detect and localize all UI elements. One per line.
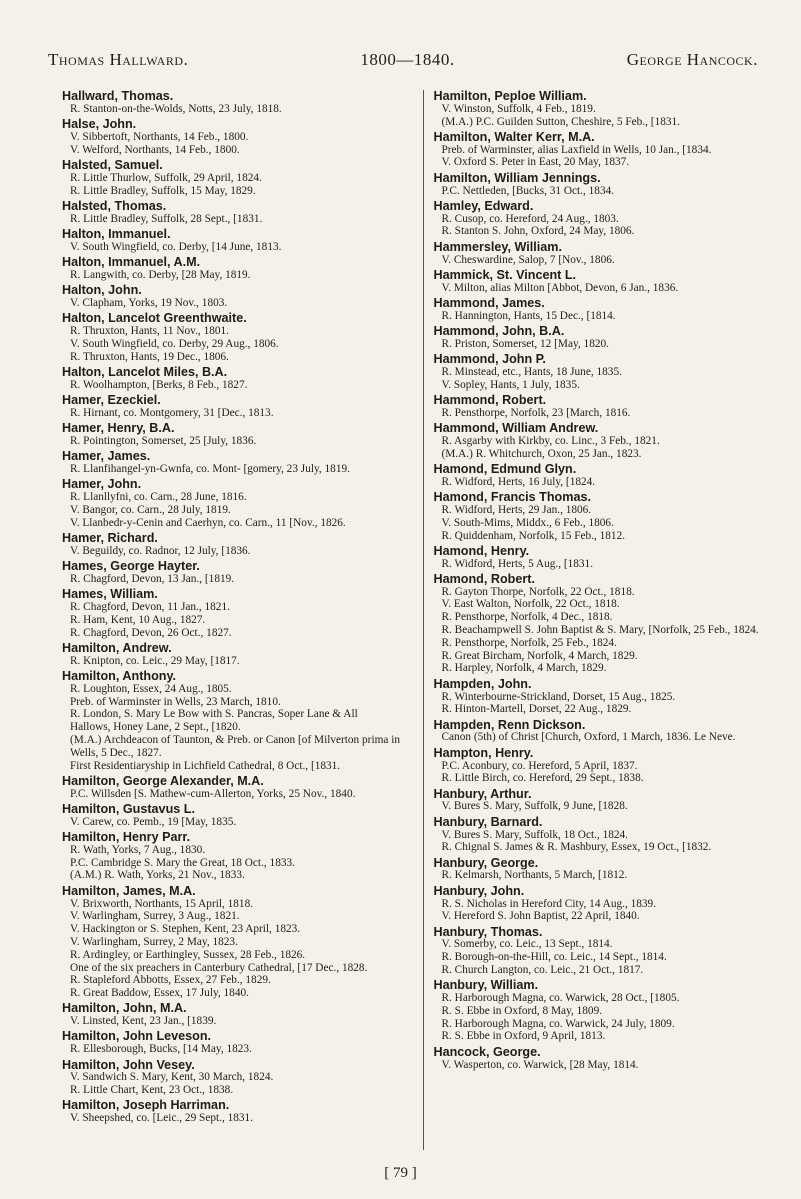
entry-line: R. Stapleford Abbotts, Essex, 27 Feb., 1829. bbox=[70, 974, 271, 987]
entry-name: Hamilton, William Jennings. bbox=[433, 170, 601, 185]
entry-name: Hammond, John, B.A. bbox=[433, 324, 565, 339]
entry-name: Hanbury, William. bbox=[433, 978, 539, 993]
entry-name: Hamer, James. bbox=[62, 449, 151, 464]
entry-line: R. Harborough Magna, co. Warwick, 28 Oct., [1805. bbox=[441, 992, 680, 1005]
entry-line: V. Llanbedr-y-Cenin and Caerhyn, co. Carn., 11 [Nov., 1826. bbox=[70, 516, 346, 529]
entry-line: V. South Wingfield, co. Derby, [14 June, 1813. bbox=[70, 240, 282, 253]
entry-name: Hamilton, James, M.A. bbox=[62, 883, 196, 898]
entry-line: R. Hirnant, co. Montgomery, 31 [Dec., 1813. bbox=[70, 406, 274, 419]
entry-line: V. Carew, co. Pemb., 19 [May, 1835. bbox=[70, 815, 237, 828]
entry-columns bbox=[62, 90, 772, 1150]
entry-line: R. Ellesborough, Bucks, [14 May, 1823. bbox=[70, 1043, 252, 1056]
entry-name: Halsted, Samuel. bbox=[62, 157, 163, 172]
entry-name: Hamond, Henry. bbox=[433, 543, 530, 558]
entry-line: Preb. of Warminster in Wells, 23 March, 1810. bbox=[70, 695, 281, 708]
clergy-entry bbox=[62, 256, 401, 282]
entry-line: R. Llanllyfni, co. Carn., 28 June, 1816. bbox=[70, 491, 247, 504]
clergy-entry bbox=[434, 1046, 773, 1072]
entry-line: V. Sheepshed, co. [Leic., 29 Sept., 1831. bbox=[70, 1112, 254, 1125]
entry-line: R. Pointington, Somerset, 25 [July, 1836. bbox=[70, 434, 257, 447]
entry-name: Hamilton, Henry Parr. bbox=[62, 830, 191, 845]
entry-line: R. Harborough Magna, co. Warwick, 24 July, 1809. bbox=[441, 1017, 675, 1030]
entry-line: R. Widford, Herts, 29 Jan., 1806. bbox=[441, 503, 592, 516]
clergy-entry bbox=[434, 172, 773, 198]
entry-name: Halsted, Thomas. bbox=[62, 198, 167, 213]
clergy-entry bbox=[62, 670, 401, 772]
clergy-entry bbox=[434, 325, 773, 351]
entry-line: V. South-Mims, Middx., 6 Feb., 1806. bbox=[441, 516, 614, 529]
running-header bbox=[48, 50, 758, 70]
entry-line: R. Chagford, Devon, 13 Jan., [1819. bbox=[70, 572, 235, 585]
clergy-entry bbox=[434, 678, 773, 716]
entry-line: V. Sibbertoft, Northants, 14 Feb., 1800. bbox=[70, 130, 249, 143]
entry-name: Halton, John. bbox=[62, 283, 142, 298]
entry-name: Hammersley, William. bbox=[433, 239, 562, 254]
entry-name: Hamilton, John, M.A. bbox=[62, 1001, 187, 1016]
entry-name: Hammond, James. bbox=[433, 295, 545, 310]
entry-line: V. Clapham, Yorks, 19 Nov., 1803. bbox=[70, 296, 228, 309]
clergy-entry bbox=[62, 775, 401, 801]
entry-line: P.C. Aconbury, co. Hereford, 5 April, 1837. bbox=[441, 759, 638, 772]
entry-name: Hames, William. bbox=[62, 587, 158, 602]
clergy-entry bbox=[434, 241, 773, 267]
entry-line: R. Woolhampton, [Berks, 8 Feb., 1827. bbox=[70, 378, 248, 391]
entry-line: R. Kelmarsh, Northants, 5 March, [1812. bbox=[441, 869, 628, 882]
page-number: [ 79 ] bbox=[384, 1165, 417, 1181]
entry-line: V. Winston, Suffolk, 4 Feb., 1819. bbox=[441, 102, 596, 115]
clergy-entry bbox=[62, 422, 401, 448]
entry-line: V. Wasperton, co. Warwick, [28 May, 1814. bbox=[441, 1058, 639, 1071]
entry-name: Hamley, Edward. bbox=[433, 198, 534, 213]
entry-line: V. Sandwich S. Mary, Kent, 30 March, 1824. bbox=[70, 1071, 274, 1084]
entry-line: V. Bures S. Mary, Suffolk, 9 June, [1828. bbox=[441, 800, 628, 813]
entry-line: R. Church Langton, co. Leic., 21 Oct., 1817. bbox=[441, 964, 644, 976]
entry-line: V. Somerby, co. Leic., 13 Sept., 1814. bbox=[441, 938, 613, 951]
entry-line: V. Milton, alias Milton [Abbot, Devon, 6 Jan., 1836. bbox=[441, 281, 679, 294]
left-column bbox=[62, 90, 401, 1150]
clergy-entry bbox=[434, 979, 773, 1043]
clergy-entry bbox=[434, 857, 773, 883]
entry-line: Preb. of Warminster, alias Laxfield in Wells, 10 Jan., [1834. bbox=[441, 143, 712, 156]
header-right: George Hancock. bbox=[626, 50, 758, 69]
clergy-entry bbox=[434, 747, 773, 785]
entry-name: Hanbury, Thomas. bbox=[433, 924, 543, 939]
clergy-entry bbox=[434, 926, 773, 977]
entry-name: Hames, George Hayter. bbox=[62, 559, 200, 574]
entry-line: V. Brixworth, Northants, 15 April, 1818. bbox=[70, 897, 254, 910]
entry-line: V. Bangor, co. Carn., 28 July, 1819. bbox=[70, 503, 231, 516]
entry-line: R. Priston, Somerset, 12 [May, 1820. bbox=[441, 337, 609, 350]
clergy-entry bbox=[434, 131, 773, 169]
clergy-entry bbox=[62, 1059, 401, 1097]
entry-name: Hampden, Renn Dickson. bbox=[433, 717, 586, 732]
entry-name: Hamilton, John Leveson. bbox=[62, 1029, 212, 1044]
right-column bbox=[423, 90, 773, 1150]
clergy-entry bbox=[434, 200, 773, 238]
entry-line: V. Hackington or S. Stephen, Kent, 23 April, 1823. bbox=[70, 923, 301, 936]
entry-line: R. Great Bircham, Norfolk, 4 March, 1829. bbox=[441, 649, 638, 662]
entry-line: R. Thruxton, Hants, 11 Nov., 1801. bbox=[70, 325, 229, 338]
entry-line: R. Asgarby with Kirkby, co. Linc., 3 Feb., 1821. bbox=[441, 434, 660, 447]
entry-name: Hammick, St. Vincent L. bbox=[433, 267, 577, 282]
entry-line: R. S. Ebbe in Oxford, 9 April, 1813. bbox=[441, 1030, 606, 1043]
entry-line: R. Langwith, co. Derby, [28 May, 1819. bbox=[70, 268, 251, 281]
clergy-entry bbox=[62, 532, 401, 558]
entry-line: V. Sopley, Hants, 1 July, 1835. bbox=[441, 378, 580, 391]
entry-name: Hamer, Richard. bbox=[62, 531, 158, 545]
entry-line: (M.A.) Archdeacon of Taunton, & Preb. or Canon [of Milverton prima in Wells, 5 Dec., 1827. bbox=[70, 733, 400, 759]
entry-line: R. Ardingley, or Earthingley, Sussex, 28 Feb., 1826. bbox=[70, 948, 306, 961]
clergy-entry bbox=[62, 118, 401, 156]
entry-name: Hammond, Robert. bbox=[433, 393, 547, 408]
entry-line: R. Cusop, co. Hereford, 24 Aug., 1803. bbox=[441, 212, 619, 225]
entry-name: Hamilton, Anthony. bbox=[62, 668, 177, 683]
clergy-entry bbox=[62, 560, 401, 586]
entry-line: First Residentiaryship in Lichfield Cathedral, 8 Oct., [1831. bbox=[70, 759, 341, 772]
entry-name: Halton, Lancelot Miles, B.A. bbox=[62, 364, 228, 379]
clergy-entry bbox=[434, 885, 773, 923]
clergy-entry bbox=[62, 228, 401, 254]
entry-line: R. Winterbourne-Strickland, Dorset, 15 Aug., 1825. bbox=[441, 690, 676, 703]
entry-line: R. London, S. Mary Le Bow with S. Pancras, Soper Lane & All Hallows, Honey Lane, 2 Sept., [1820. bbox=[70, 708, 358, 734]
entry-line: P.C. Willsden [S. Mathew-cum-Allerton, Yorks, 25 Nov., 1840. bbox=[70, 787, 356, 800]
entry-name: Hamilton, Peploe William. bbox=[433, 89, 587, 103]
clergy-entry bbox=[62, 366, 401, 392]
entry-line: R. Knipton, co. Leic., 29 May, [1817. bbox=[70, 654, 240, 667]
entry-line: R. Gayton Thorpe, Norfolk, 22 Oct., 1818. bbox=[441, 585, 635, 598]
entry-name: Hamond, Edmund Glyn. bbox=[433, 462, 577, 477]
entry-line: P.C. Cambridge S. Mary the Great, 18 Oct., 1833. bbox=[70, 856, 295, 869]
clergy-entry bbox=[62, 394, 401, 420]
entry-name: Halton, Immanuel, A.M. bbox=[62, 255, 201, 270]
entry-line: R. Little Birch, co. Hereford, 29 Sept., 1838. bbox=[441, 772, 644, 785]
clergy-entry bbox=[62, 450, 401, 476]
entry-line: R. Little Chart, Kent, 23 Oct., 1838. bbox=[70, 1084, 234, 1097]
entry-name: Hamond, Robert. bbox=[433, 571, 535, 586]
entry-name: Halse, John. bbox=[62, 117, 137, 132]
entry-name: Hallward, Thomas. bbox=[62, 89, 174, 103]
clergy-entry bbox=[62, 885, 401, 1000]
clergy-entry bbox=[434, 90, 773, 128]
entry-name: Hammond, John P. bbox=[433, 352, 546, 367]
clergy-entry bbox=[434, 297, 773, 323]
entry-name: Hampden, John. bbox=[433, 676, 532, 691]
clergy-entry bbox=[62, 1030, 401, 1056]
entry-line: Canon (5th) of Christ [Church, Oxford, 1 March, 1836. Le Neve. bbox=[441, 731, 736, 744]
entry-name: Halton, Immanuel. bbox=[62, 226, 171, 241]
entry-line: V. Welford, Northants, 14 Feb., 1800. bbox=[70, 143, 240, 156]
entry-name: Hanbury, Barnard. bbox=[433, 814, 543, 829]
entry-name: Hanbury, John. bbox=[433, 883, 525, 898]
clergy-entry bbox=[434, 463, 773, 489]
entry-line: R. Harpley, Norfolk, 4 March, 1829. bbox=[441, 662, 607, 675]
entry-line: R. Stanton S. John, Oxford, 24 May, 1806. bbox=[441, 225, 635, 238]
entry-line: V. Warlingham, Surrey, 3 Aug., 1821. bbox=[70, 910, 240, 923]
entry-line: R. Chagford, Devon, 11 Jan., 1821. bbox=[70, 600, 230, 613]
header-center: 1800—1840. bbox=[360, 50, 455, 69]
entry-line: R. Widford, Herts, 5 Aug., [1831. bbox=[441, 557, 594, 570]
clergy-entry bbox=[434, 719, 773, 745]
clergy-entry bbox=[434, 816, 773, 854]
clergy-entry bbox=[62, 312, 401, 363]
entry-line: V. Warlingham, Surrey, 2 May, 1823. bbox=[70, 935, 238, 948]
entry-line: R. Llanfihangel-yn-Gwnfa, co. Mont- [gomery, 23 July, 1819. bbox=[70, 463, 350, 476]
clergy-entry bbox=[434, 573, 773, 675]
entry-name: Hampton, Henry. bbox=[433, 745, 534, 760]
header-left: Thomas Hallward. bbox=[48, 50, 189, 69]
entry-line: R. Hannington, Hants, 15 Dec., [1814. bbox=[441, 309, 616, 322]
entry-line: R. Stanton-on-the-Wolds, Notts, 23 July, 1818. bbox=[70, 102, 282, 115]
clergy-entry bbox=[62, 588, 401, 639]
entry-line: R. Pensthorpe, Norfolk, 4 Dec., 1818. bbox=[441, 611, 613, 624]
entry-line: V. Beguildy, co. Radnor, 12 July, [1836. bbox=[70, 544, 251, 557]
entry-line: V. Hereford S. John Baptist, 22 April, 1840. bbox=[441, 910, 640, 923]
entry-line: R. Thruxton, Hants, 19 Dec., 1806. bbox=[70, 350, 229, 363]
entry-line: V. Oxford S. Peter in East, 20 May, 1837. bbox=[441, 156, 630, 169]
entry-line: (A.M.) R. Wath, Yorks, 21 Nov., 1833. bbox=[70, 869, 245, 882]
entry-line: V. Linsted, Kent, 23 Jan., [1839. bbox=[70, 1015, 217, 1028]
entry-line: R. Chagford, Devon, 26 Oct., 1827. bbox=[70, 626, 232, 639]
entry-line: R. S. Nicholas in Hereford City, 14 Aug., 1839. bbox=[441, 897, 657, 910]
clergy-entry bbox=[62, 159, 401, 197]
entry-line: R. Little Bradley, Suffolk, 28 Sept., [1831. bbox=[70, 212, 263, 225]
entry-line: R. Loughton, Essex, 24 Aug., 1805. bbox=[70, 682, 232, 695]
entry-name: Hamilton, Gustavus L. bbox=[62, 801, 195, 816]
entry-line: R. Chignal S. James & R. Mashbury, Essex, 19 Oct., [1832. bbox=[441, 841, 712, 854]
clergy-entry bbox=[62, 642, 401, 668]
entry-line: V. Cheswardine, Salop, 7 [Nov., 1806. bbox=[441, 253, 615, 266]
clergy-entry bbox=[62, 1099, 401, 1125]
entry-line: R. Ham, Kent, 10 Aug., 1827. bbox=[70, 613, 206, 626]
entry-line: V. East Walton, Norfolk, 22 Oct., 1818. bbox=[441, 598, 620, 611]
entry-line: V. Bures S. Mary, Suffolk, 18 Oct., 1824. bbox=[441, 828, 629, 841]
entry-name: Hamond, Francis Thomas. bbox=[433, 490, 591, 505]
entry-line: (M.A.) R. Whitchurch, Oxon, 25 Jan., 1823. bbox=[441, 447, 642, 460]
entry-line: One of the six preachers in Canterbury Cathedral, [17 Dec., 1828. bbox=[70, 961, 368, 974]
entry-line: R. Little Thurlow, Suffolk, 29 April, 1824. bbox=[70, 171, 262, 184]
clergy-entry bbox=[434, 394, 773, 420]
entry-name: Hamilton, Walter Kerr, M.A. bbox=[433, 129, 595, 144]
entry-line: R. Wath, Yorks, 7 Aug., 1830. bbox=[70, 843, 206, 856]
clergy-entry bbox=[62, 284, 401, 310]
clergy-entry bbox=[62, 831, 401, 882]
entry-name: Halton, Lancelot Greenthwaite. bbox=[62, 311, 247, 326]
entry-name: Hamilton, Joseph Harriman. bbox=[62, 1098, 230, 1113]
entry-line: R. Pensthorpe, Norfolk, 25 Feb., 1824. bbox=[441, 636, 617, 649]
entry-line: R. Beachampwell S. John Baptist & S. Mary, [Norfolk, 25 Feb., 1824. bbox=[441, 624, 759, 637]
clergy-entry bbox=[62, 200, 401, 226]
clergy-entry bbox=[434, 491, 773, 542]
entry-line: R. Hinton-Martell, Dorset, 22 Aug., 1829. bbox=[441, 703, 632, 716]
clergy-entry bbox=[434, 422, 773, 460]
entry-line: R. Minstead, etc., Hants, 18 June, 1835. bbox=[441, 365, 622, 378]
entry-line: R. Pensthorpe, Norfolk, 23 [March, 1816. bbox=[441, 406, 631, 419]
entry-name: Hamer, John. bbox=[62, 477, 142, 492]
clergy-entry bbox=[434, 788, 773, 814]
entry-name: Hancock, George. bbox=[433, 1044, 541, 1059]
entry-name: Hamilton, George Alexander, M.A. bbox=[62, 773, 264, 788]
clergy-entry bbox=[62, 1002, 401, 1028]
entry-line: R. Great Baddow, Essex, 17 July, 1840. bbox=[70, 987, 249, 1000]
entry-line: V. South Wingfield, co. Derby, 29 Aug., 1806. bbox=[70, 337, 279, 350]
entry-name: Hanbury, Arthur. bbox=[433, 786, 532, 801]
entry-name: Hammond, William Andrew. bbox=[433, 421, 599, 436]
clergy-entry bbox=[62, 803, 401, 829]
clergy-entry bbox=[434, 269, 773, 295]
entry-name: Hamer, Ezeckiel. bbox=[62, 393, 161, 408]
entry-name: Hamilton, John Vesey. bbox=[62, 1057, 195, 1072]
entry-line: R. S. Ebbe in Oxford, 8 May, 1809. bbox=[441, 1004, 603, 1017]
clergy-entry bbox=[434, 545, 773, 571]
entry-line: R. Quiddenham, Norfolk, 15 Feb., 1812. bbox=[441, 529, 626, 542]
clergy-entry bbox=[62, 90, 401, 116]
entry-line: R. Little Bradley, Suffolk, 15 May, 1829. bbox=[70, 184, 256, 197]
clergy-entry bbox=[62, 478, 401, 529]
entry-name: Hamer, Henry, B.A. bbox=[62, 421, 175, 436]
entry-line: P.C. Nettleden, [Bucks, 31 Oct., 1834. bbox=[441, 184, 615, 197]
entry-line: R. Widford, Herts, 16 July, [1824. bbox=[441, 475, 596, 488]
entry-line: (M.A.) P.C. Guilden Sutton, Cheshire, 5 Feb., [1831. bbox=[441, 115, 680, 128]
entry-line: R. Borough-on-the-Hill, co. Leic., 14 Sept., 1814. bbox=[441, 951, 667, 964]
entry-name: Hanbury, George. bbox=[433, 855, 539, 870]
entry-name: Hamilton, Andrew. bbox=[62, 640, 172, 655]
clergy-entry bbox=[434, 353, 773, 391]
